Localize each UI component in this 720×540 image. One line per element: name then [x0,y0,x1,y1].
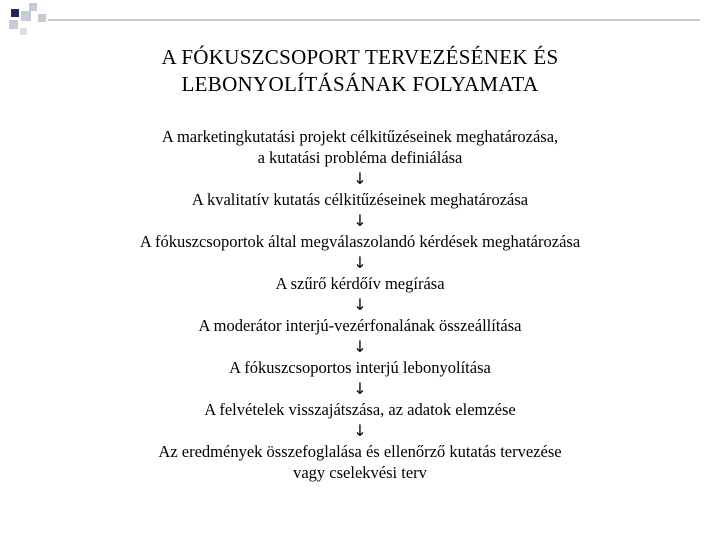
step-6-line-1: A fókuszcsoportos interjú lebonyolítása [229,358,491,377]
decor-square-dark [11,9,19,17]
decor-square-light [38,14,46,22]
slide-title-line-2: LEBONYOLÍTÁSÁNAK FOLYAMATA [181,72,539,96]
step-5-line-1: A moderátor interjú-vezérfonalának összeállítása [198,316,522,335]
decor-square-light [20,28,27,35]
step-7-line-1: A felvételek visszajátszása, az adatok elemzése [204,400,516,419]
process-step-2 [0,189,720,210]
step-1-line-2: a kutatási probléma definiálása [257,148,463,167]
slide-decoration [0,0,720,40]
decor-square-light [9,20,18,29]
process-flow [0,126,720,483]
down-arrow-icon: ↓ [353,295,367,314]
step-8-line-2: vagy cselekvési terv [293,463,427,482]
process-step-1 [0,126,720,168]
slide-title [0,44,720,98]
decor-square-light [21,11,31,21]
process-step-8 [0,441,720,483]
slide-title-line-1: A FÓKUSZCSOPORT TERVEZÉSÉNEK ÉS [161,45,559,69]
down-arrow-icon: ↓ [353,421,367,440]
process-step-5 [0,315,720,336]
process-step-7 [0,399,720,420]
step-4-line-1: A szűrő kérdőív megírása [275,274,445,293]
process-step-6 [0,357,720,378]
step-1-line-1: A marketingkutatási projekt célkitűzéseinek meghatározása, [161,127,559,146]
process-step-3 [0,231,720,252]
step-8-line-1: Az eredmények összefoglalása és ellenőrző kutatás tervezése [158,442,562,461]
decor-square-light [29,3,37,11]
down-arrow-icon: ↓ [353,211,367,230]
process-step-4 [0,273,720,294]
step-2-line-1: A kvalitatív kutatás célkitűzéseinek meghatározása [191,190,529,209]
down-arrow-icon: ↓ [353,253,367,272]
down-arrow-icon: ↓ [353,169,367,188]
step-3-line-1: A fókuszcsoportok által megválaszolandó kérdések meghatározása [139,232,581,251]
down-arrow-icon: ↓ [353,337,367,356]
down-arrow-icon: ↓ [353,379,367,398]
